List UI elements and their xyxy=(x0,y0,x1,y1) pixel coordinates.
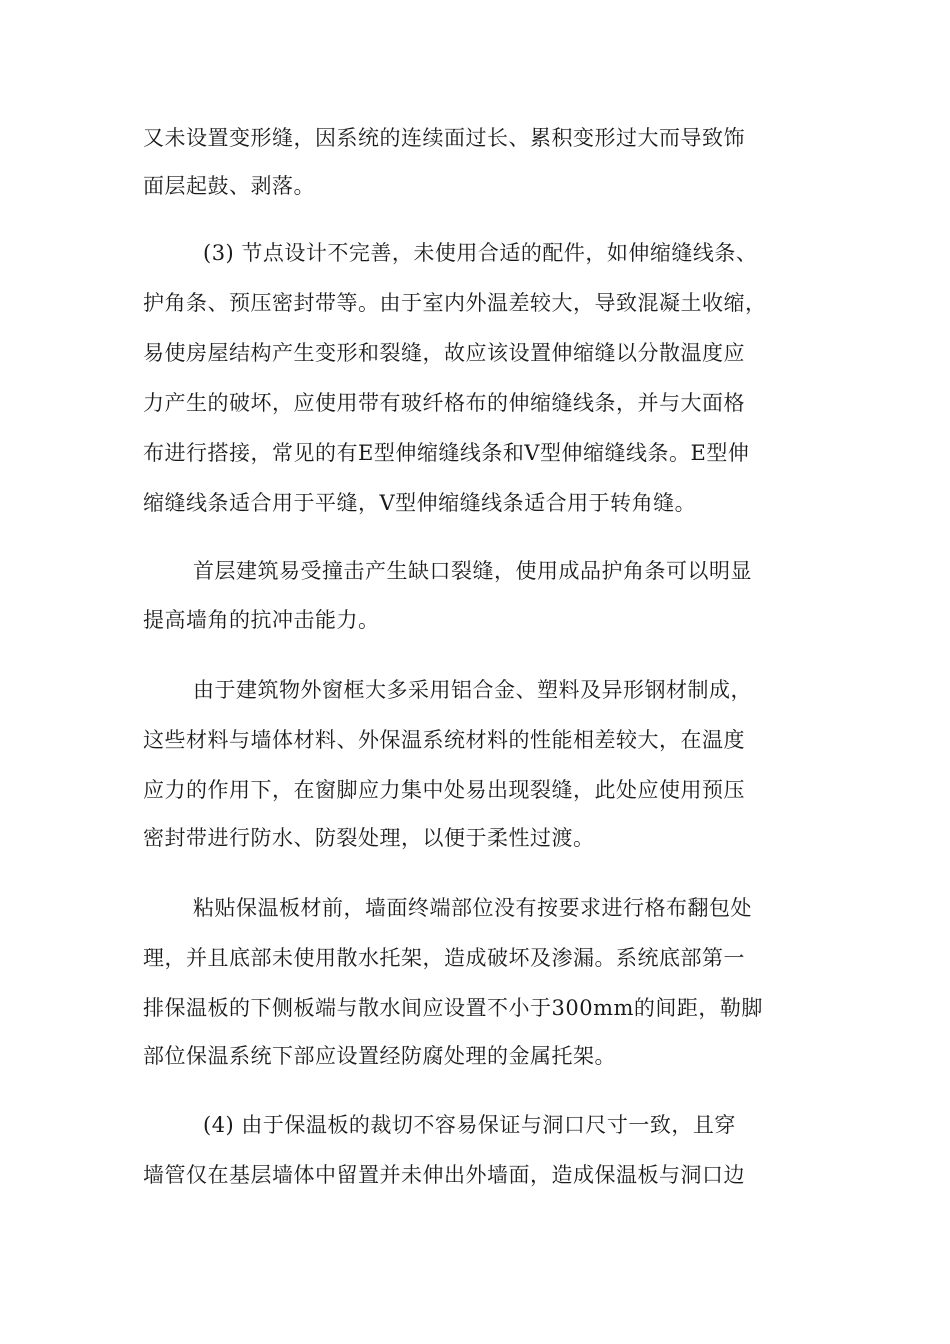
paragraph-6-line-2: 墙管仅在基层墙体中留置并未伸出外墙面，造成保温板与洞口边 xyxy=(143,1163,745,1187)
paragraph-2-line-5: 布进行搭接，常见的有E型伸缩缝线条和V型伸缩缝线条。E型伸 xyxy=(143,441,750,465)
paragraph-5-line-1: 粘贴保温板材前，墙面终端部位没有按要求进行格布翻包处 xyxy=(193,896,752,920)
paragraph-1-line-1: 又未设置变形缝，因系统的连续面过长、累积变形过大而导致饰 xyxy=(143,126,745,150)
paragraph-6-line-1: (4) 由于保温板的裁切不容易保证与洞口尺寸一致，且穿 xyxy=(203,1113,736,1137)
paragraph-2-line-6: 缩缝线条适合用于平缝，V型伸缩缝线条适合用于转角缝。 xyxy=(143,491,697,515)
paragraph-1-line-2: 面层起鼓、剥落。 xyxy=(143,174,315,198)
paragraph-3-line-1: 首层建筑易受撞击产生缺口裂缝，使用成品护角条可以明显 xyxy=(193,559,752,583)
paragraph-2-line-4: 力产生的破坏，应使用带有玻纤格布的伸缩缝线条，并与大面格 xyxy=(143,391,745,415)
paragraph-3-line-2: 提高墙角的抗冲击能力。 xyxy=(143,608,380,632)
paragraph-2-line-1: (3) 节点设计不完善，未使用合适的配件，如伸缩缝线条、 xyxy=(203,241,758,265)
paragraph-5-line-4: 部位保温系统下部应设置经防腐处理的金属托架。 xyxy=(143,1044,616,1068)
paragraph-4-line-1: 由于建筑物外窗框大多采用铝合金、塑料及异形钢材制成， xyxy=(193,678,752,702)
paragraph-2-line-3: 易使房屋结构产生变形和裂缝，故应该设置伸缩缝以分散温度应 xyxy=(143,341,745,365)
paragraph-2-line-2: 护角条、预压密封带等。由于室内外温差较大，导致混凝土收缩， xyxy=(143,291,767,315)
paragraph-4-line-3: 应力的作用下，在窗脚应力集中处易出现裂缝，此处应使用预压 xyxy=(143,778,745,802)
paragraph-4-line-2: 这些材料与墙体材料、外保温系统材料的性能相差较大，在温度 xyxy=(143,728,745,752)
paragraph-4-line-4: 密封带进行防水、防裂处理，以便于柔性过渡。 xyxy=(143,826,595,850)
paragraph-5-line-3: 排保温板的下侧板端与散水间应设置不小于300mm的间距，勒脚 xyxy=(143,996,763,1020)
paragraph-5-line-2: 理，并且底部未使用散水托架，造成破坏及渗漏。系统底部第一 xyxy=(143,946,745,970)
